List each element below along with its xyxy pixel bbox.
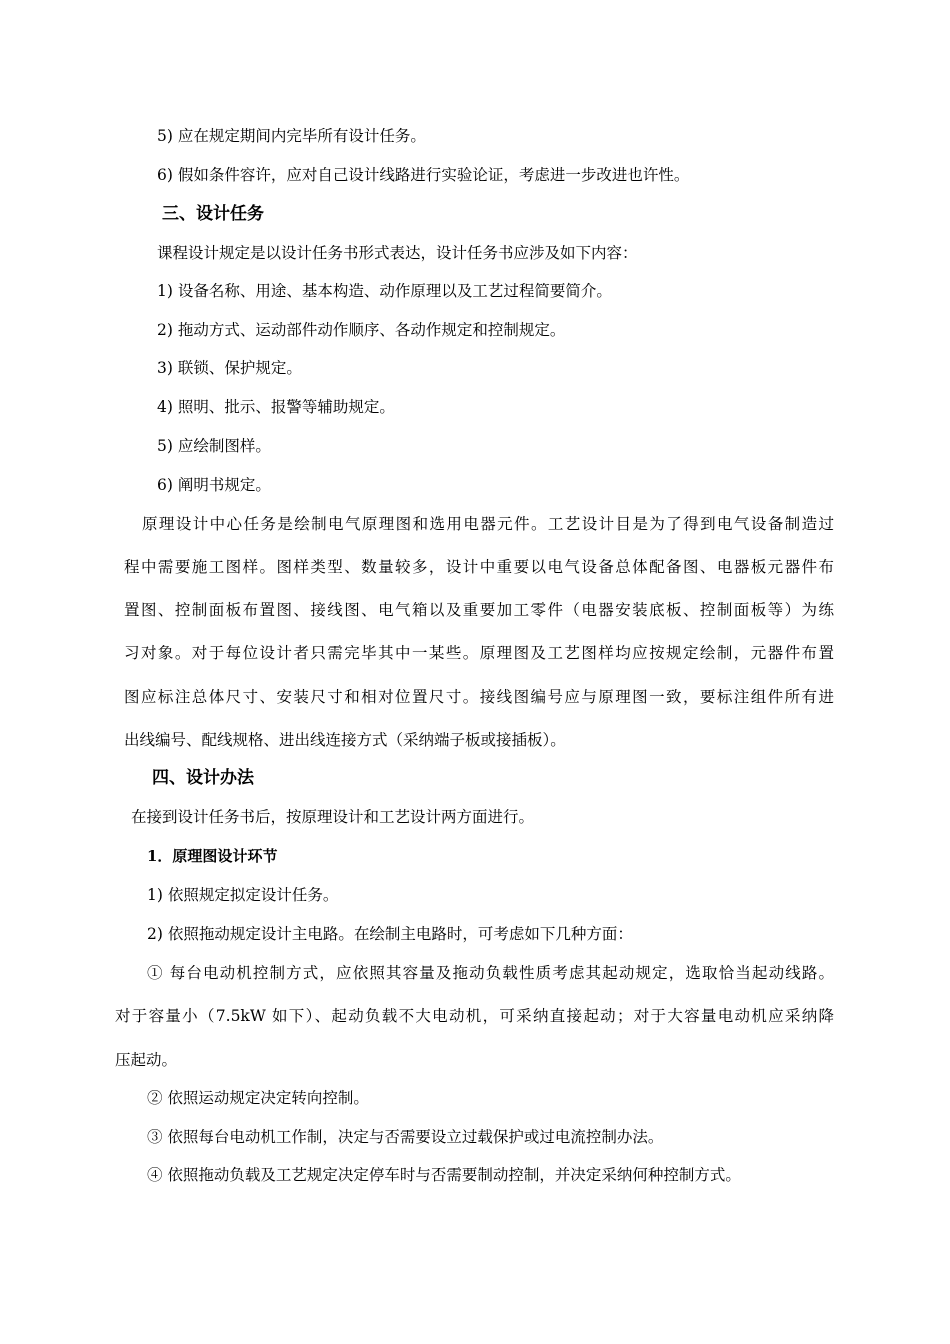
paragraph-line: 出线编号、配线规格、进出线连接方式（采纳端子板或接插板）。: [124, 731, 566, 749]
section-heading: 四、设计办法: [152, 768, 254, 788]
list-item: 5) 应在规定期间内完毕所有设计任务。: [157, 127, 426, 145]
paragraph-line: 置图、控制面板布置图、接线图、电气箱以及重要加工零件（电器安装底板、控制面板等）为练: [124, 601, 834, 619]
list-item: ④ 依照拖动负载及工艺规定决定停车时与否需要制动控制，并决定采纳何种控制方式。: [147, 1166, 741, 1184]
list-item: 3) 联锁、保护规定。: [157, 359, 302, 377]
list-item: 5) 应绘制图样。: [157, 437, 271, 455]
list-item: ③ 依照每台电动机工作制，决定与否需要设立过载保护或过电流控制办法。: [147, 1128, 664, 1146]
paragraph-line: 对于容量小（7.5kW 如下）、起动负载不大电动机，可采纳直接起动；对于大容量电动机应采纳降: [115, 1007, 834, 1025]
paragraph-line: 课程设计规定是以设计任务书形式表达，设计任务书应涉及如下内容：: [157, 244, 638, 262]
paragraph-line: 原理设计中心任务是绘制电气原理图和选用电器元件。工艺设计目是为了得到电气设备制造过: [142, 515, 834, 533]
paragraph-line: ① 每台电动机控制方式，应依照其容量及拖动负载性质考虑其起动规定，选取恰当起动线路。: [147, 964, 834, 982]
list-item: ② 依照运动规定决定转向控制。: [147, 1089, 369, 1107]
list-item: 1) 设备名称、用途、基本构造、动作原理以及工艺过程简要简介。: [157, 282, 612, 300]
paragraph-line: 在接到设计任务书后，按原理设计和工艺设计两方面进行。: [131, 808, 535, 826]
list-item: 2) 拖动方式、运动部件动作顺序、各动作规定和控制规定。: [157, 321, 566, 339]
paragraph-line: 习对象。对于每位设计者只需完毕其中一某些。原理图及工艺图样均应按规定绘制，元器件布置: [124, 644, 834, 662]
list-item: 1) 依照规定拟定设计任务。: [147, 886, 339, 904]
paragraph-line: 程中需要施工图样。图样类型、数量较多，设计中重要以电气设备总体配备图、电器板元器件布: [124, 558, 834, 576]
subsection-heading: 1．原理图设计环节: [147, 847, 278, 865]
section-heading: 三、设计任务: [162, 204, 264, 224]
paragraph-line: 压起动。: [115, 1051, 178, 1069]
list-item: 6) 假如条件容许，应对自己设计线路进行实验论证，考虑进一步改进也许性。: [157, 166, 690, 184]
list-item: 6) 阐明书规定。: [157, 476, 271, 494]
list-item: 2) 依照拖动规定设计主电路。在绘制主电路时，可考虑如下几种方面：: [147, 925, 633, 943]
paragraph-line: 图应标注总体尺寸、安装尺寸和相对位置尺寸。接线图编号应与原理图一致，要标注组件所有进: [124, 688, 834, 706]
list-item: 4) 照明、批示、报警等辅助规定。: [157, 398, 395, 416]
